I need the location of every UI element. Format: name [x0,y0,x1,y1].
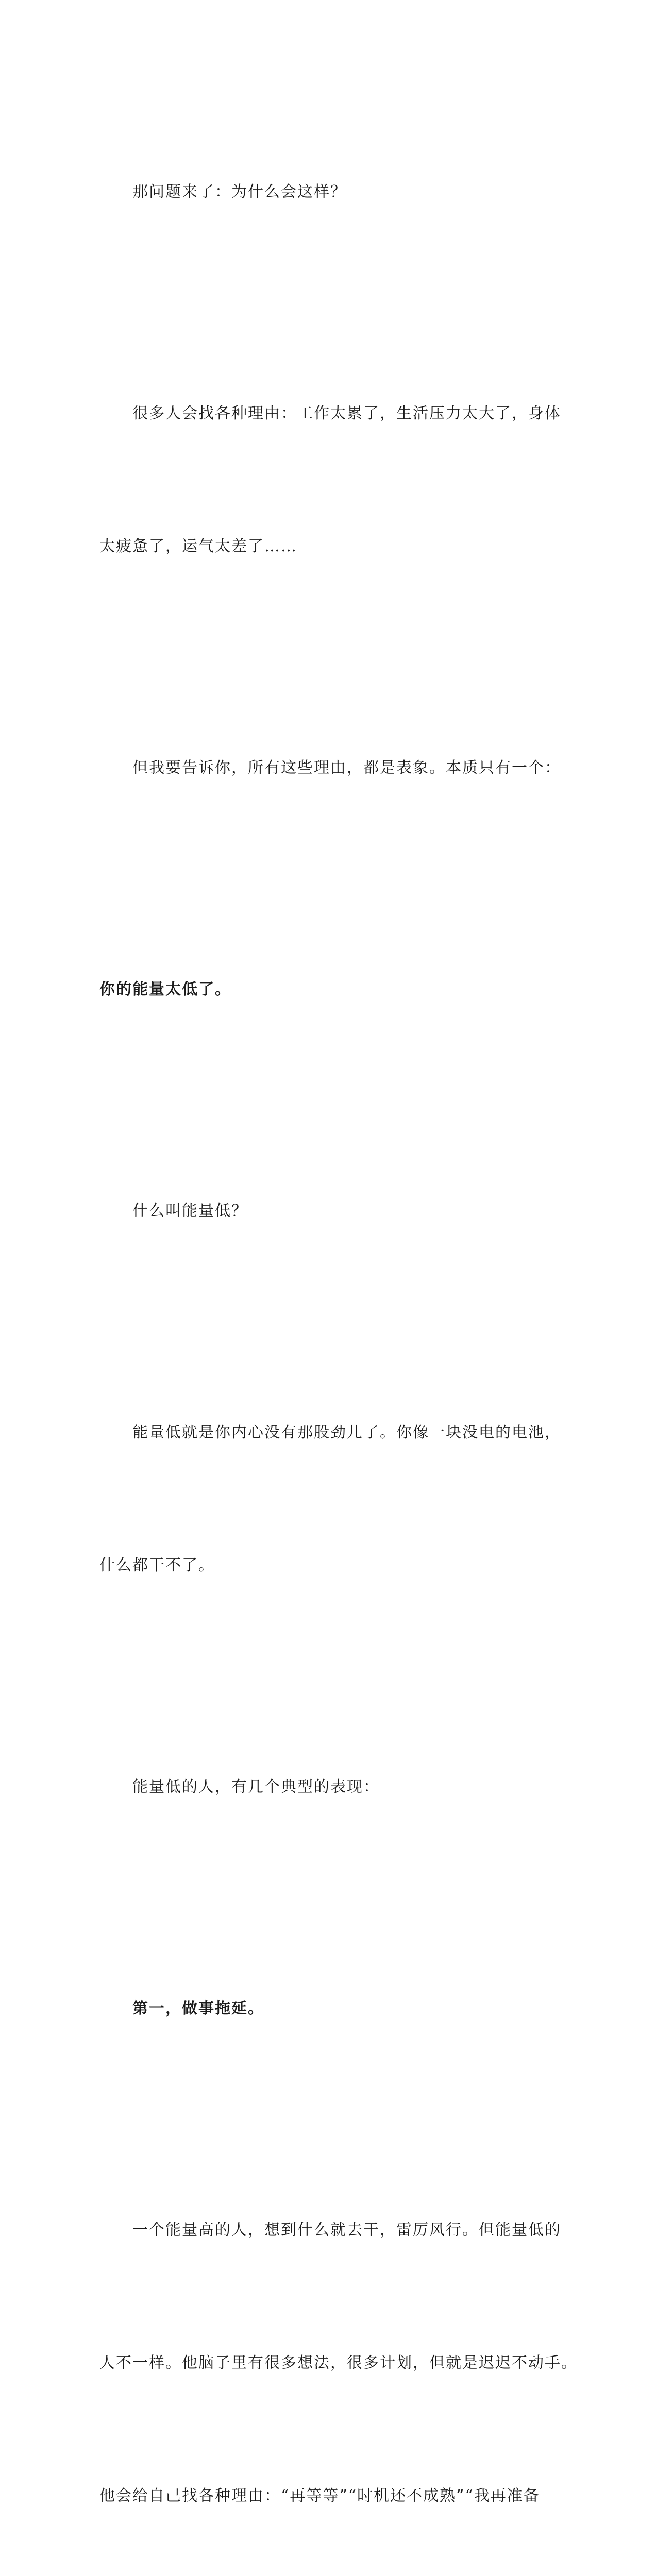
text-line: 很多人会找各种理由：工作太累了，生活压力太大了，身体 [132,404,561,422]
paragraph [99,1100,563,1322]
bold-heading-paragraph [99,1898,563,2120]
text-line: 一个能量高的人，想到什么就去干，雷厉风行。但能量低的 [132,2221,561,2239]
text-line: 他会给自己找各种理由：“再等等”“时机还不成熟”“我再准备 [99,2487,540,2505]
text-line: 能量低的人，有几个典型的表现： [132,1778,380,1796]
text-line: 第一，做事拖延。 [132,1999,264,2018]
text-line: 人不一样。他脑子里有很多想法，很多计划，但就是迟迟不动手。 [99,2354,578,2372]
text-line: 能量低就是你内心没有那股劲儿了。你像一块没电的电池， [132,1423,561,1442]
text-line: 那问题来了：为什么会这样？ [132,183,347,201]
paragraph [99,2120,578,2576]
text-line: 但我要告诉你，所有这些理由，都是表象。本质只有一个： [132,759,561,777]
text-body [99,81,578,2576]
text-line: 什么都干不了。 [99,1556,215,1574]
text-line: 什么叫能量低？ [132,1202,248,1220]
text-line: 太疲惫了，运气太差了…… [99,537,297,555]
paragraph [99,1676,563,1898]
paragraph [99,303,563,657]
text-line: 你的能量太低了。 [99,980,231,998]
bold-paragraph [99,879,563,1100]
paragraph [99,657,563,879]
paragraph [99,81,563,303]
paragraph [99,1322,563,1676]
